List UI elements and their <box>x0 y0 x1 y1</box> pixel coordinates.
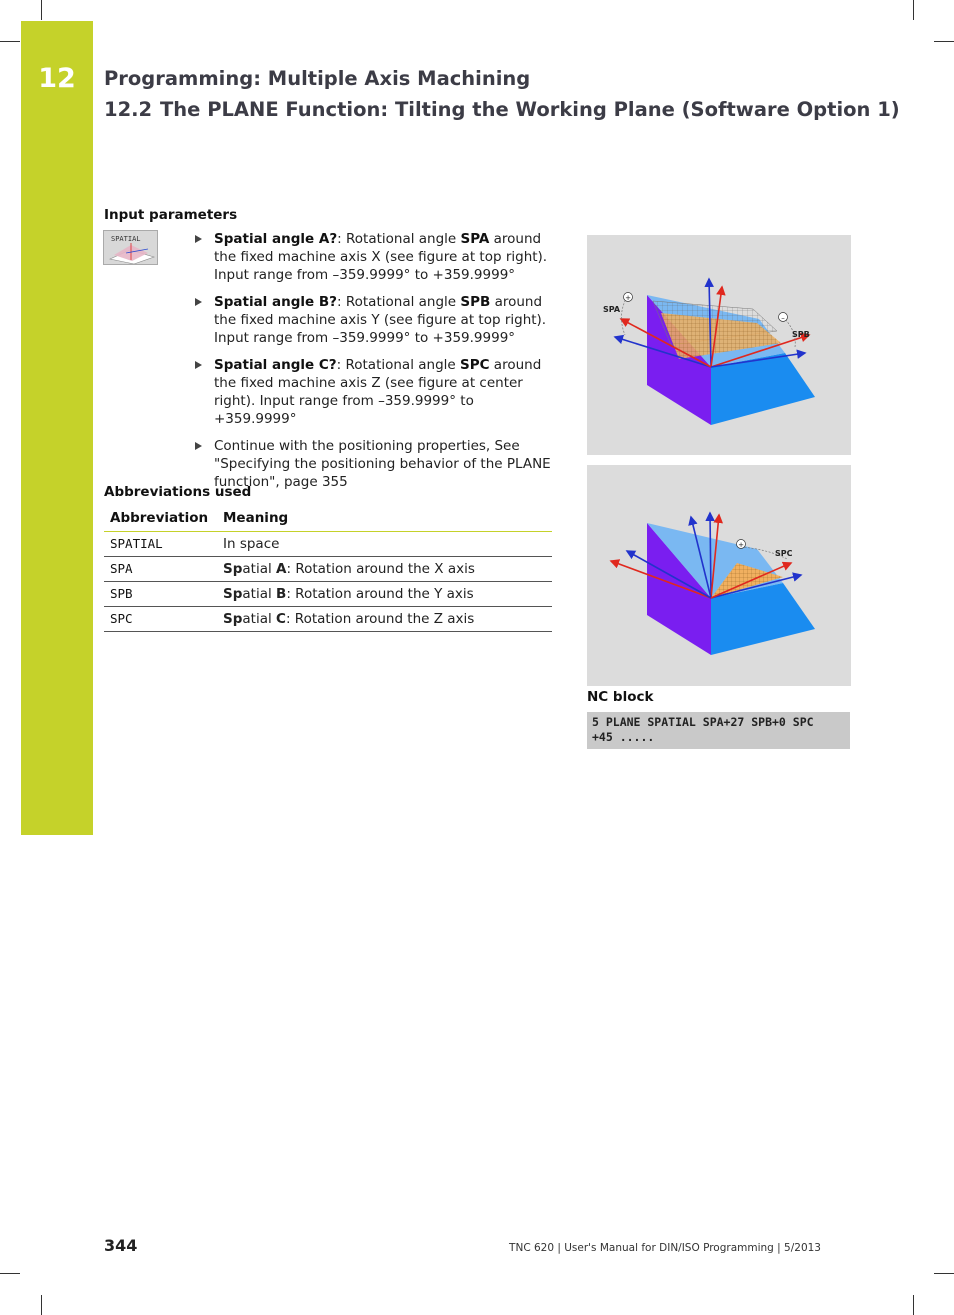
nc-line: +45 ..... <box>592 730 655 744</box>
crop-mark <box>913 0 914 20</box>
chapter-title: Programming: Multiple Axis Machining <box>104 67 531 90</box>
crop-mark <box>41 0 42 20</box>
table-row <box>104 581 552 606</box>
parameter-item: Spatial angle C?: Rotational angle SPC around the fixed machine axis Z (see figure at center right). Input range from –359.9999° to +359.9999° <box>193 356 551 428</box>
table-row <box>104 556 552 581</box>
nc-block-heading: NC block <box>587 689 654 705</box>
abbr-cell: SPC <box>104 606 217 631</box>
meaning-cell: Spatial B: Rotation around the Y axis <box>217 581 552 606</box>
parameter-item: Spatial angle B?: Rotational angle SPB around the fixed machine axis Y (see figure at top right). Input range from –359.9999° to +359.9999° <box>193 293 551 347</box>
section-number: 12.2 <box>104 98 153 121</box>
plus-sign: + <box>738 541 744 549</box>
spatial-ab-figure <box>587 235 851 455</box>
page-number: 344 <box>104 1236 138 1255</box>
meaning-cell: In space <box>217 531 552 556</box>
softkey-label: SPATIAL <box>111 235 141 243</box>
table-header-row <box>104 506 552 531</box>
nc-block-code <box>587 712 850 749</box>
input-parameters-heading: Input parameters <box>104 207 238 223</box>
parameter-list <box>193 230 551 500</box>
nc-line: 5 PLANE SPATIAL SPA+27 SPB+0 SPC <box>592 715 814 729</box>
bullet-arrow-icon <box>195 235 202 243</box>
plus-sign: + <box>625 294 631 302</box>
meaning-cell: Spatial C: Rotation around the Z axis <box>217 606 552 631</box>
crop-mark <box>41 1295 42 1315</box>
abbreviations-heading: Abbreviations used <box>104 484 252 500</box>
spatial-c-figure <box>587 465 851 686</box>
meaning-cell: Spatial A: Rotation around the X axis <box>217 556 552 581</box>
column-header: Meaning <box>217 506 552 531</box>
spc-label: SPC <box>775 549 793 558</box>
column-header: Abbreviation <box>104 506 217 531</box>
footer-text: TNC 620 | User's Manual for DIN/ISO Programming | 5/2013 <box>509 1242 821 1254</box>
bullet-arrow-icon <box>195 442 202 450</box>
table-row <box>104 606 552 631</box>
spa-label: SPA <box>603 305 621 314</box>
parameter-item: Continue with the positioning properties, See "Specifying the positioning behavior of the PLANE function", page 355 <box>193 437 551 491</box>
abbreviations-table <box>104 506 552 632</box>
bullet-arrow-icon <box>195 298 202 306</box>
spatial-softkey <box>103 230 158 265</box>
table-row <box>104 531 552 556</box>
parameter-item: Spatial angle A?: Rotational angle SPA around the fixed machine axis X (see figure at top right). Input range from –359.9999° to +359.9999° <box>193 230 551 284</box>
chapter-bar <box>21 21 93 835</box>
section-title-text: The PLANE Function: Tilting the Working Plane (Software Option 1) <box>160 98 900 121</box>
chapter-number: 12 <box>38 63 76 94</box>
crop-mark <box>934 1273 954 1274</box>
crop-mark <box>0 1273 20 1274</box>
abbr-cell: SPA <box>104 556 217 581</box>
minus-sign: – <box>781 314 785 322</box>
abbr-cell: SPATIAL <box>104 531 217 556</box>
abbr-cell: SPB <box>104 581 217 606</box>
crop-mark <box>934 41 954 42</box>
crop-mark <box>0 41 20 42</box>
section-title <box>104 98 900 121</box>
crop-mark <box>913 1295 914 1315</box>
bullet-arrow-icon <box>195 361 202 369</box>
spb-label: SPB <box>792 330 810 339</box>
